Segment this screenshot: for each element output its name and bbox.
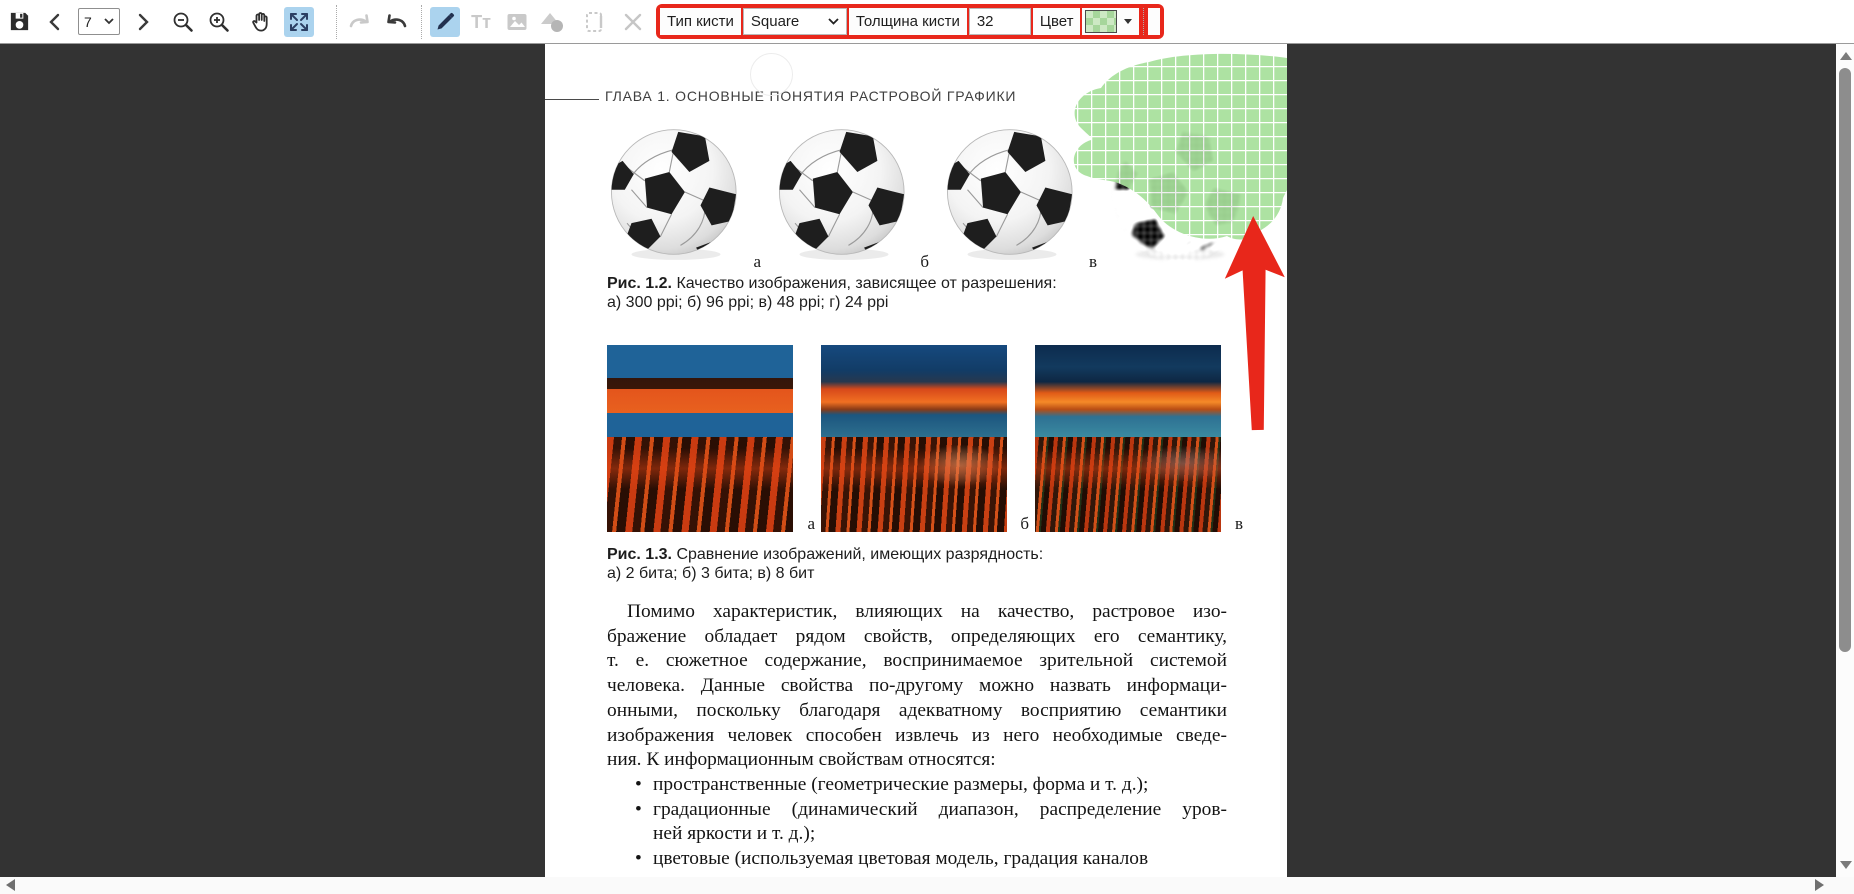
brush-color-control [1082,8,1139,35]
bullet-item [607,847,1227,872]
page-number-value: 7 [84,13,92,30]
fig-1-3-caption-details: а) 2 бита; б) 3 бита; в) 8 бит [607,565,815,582]
bullet-item [607,798,1227,847]
bullet-list [607,773,1227,872]
fig-1-2-image-b [775,118,943,274]
save-button[interactable] [4,7,34,37]
fig-1-2-caption-details: а) 300 ppi; б) 96 ppi; в) 48 ppi; г) 24 ppi [607,294,889,311]
text-line: • градационные (динамический диапазон, распределение уров- [653,798,1227,820]
undo-icon [383,11,409,33]
expand-arrows-icon [287,10,311,34]
landscape-image [821,345,1007,532]
landscape-image [1035,345,1221,532]
brush-width-label: Толщина кисти [849,8,967,35]
figure-item-label: а [753,252,761,271]
image-tool-button[interactable] [502,7,532,37]
text-line: онными, поскольку благодаря адекватному восприятию семантики [607,699,1227,721]
dashed-rectangle-icon [583,10,607,34]
zoom-in-button[interactable] [204,7,234,37]
undo-button[interactable] [381,7,411,37]
brush-type-value: Square [750,13,800,30]
brush-color-dropdown-button[interactable] [1119,10,1136,33]
brush-settings-highlight [656,4,1164,39]
figure-item-label: в [1234,514,1243,533]
image-icon [505,10,529,34]
vertical-scrollbar [1836,44,1854,877]
fig-1-2-caption-text: Качество изображения, зависящее от разрешения: [676,275,1057,292]
soccer-ball-image [607,118,745,266]
document-canvas [0,44,1836,877]
shapes-icon [540,10,566,34]
fig-1-3-caption-text: Сравнение изображений, имеющих разрядность: [676,546,1044,563]
zoom-in-icon [207,10,231,34]
brush-width-input[interactable] [977,13,1029,30]
horizontal-scrollbar [0,877,1854,894]
chapter-heading: ГЛАВА 1. ОСНОВНЫЕ ПОНЯТИЯ РАСТРОВОЙ ГРАФИКИ [605,88,1017,104]
text-line: ней яркости и т. д.); [653,823,816,845]
text-line: человека. Данные свойства по-другому можно назвать информаци- [607,675,1227,697]
text-tool-button[interactable] [466,7,496,37]
select-region-button[interactable] [580,7,610,37]
redo-button[interactable] [345,7,375,37]
text-line: бражение обладает рядом свойств, определяющих его семантику, [607,625,1227,647]
scroll-left-arrow[interactable] [6,879,15,891]
chevron-down-icon [828,18,839,25]
vertical-scrollbar-thumb[interactable] [1839,68,1851,652]
brush-color-swatch[interactable] [1085,10,1117,33]
page-number-select[interactable] [78,8,120,35]
close-annotation-button[interactable] [618,7,648,37]
soccer-ball-image [775,118,913,266]
fig-1-2-image-a [607,118,775,274]
brush-width-field [969,8,1031,35]
toolbar-spacer [1148,8,1160,35]
text-tool-icon: Tт [471,11,491,32]
toolbar-separator [336,5,337,39]
hand-icon [249,10,273,34]
collapse-toolbar-button[interactable] [750,53,793,96]
fig-1-3-image-b [821,345,1035,532]
toolbar-separator [1143,8,1144,35]
fit-screen-button[interactable] [284,7,314,37]
scroll-up-arrow[interactable] [1840,52,1852,60]
figure-item-label: б [1020,514,1029,533]
chevron-right-icon [135,13,151,31]
text-line: ния. К информационным свойствам относятся: [607,749,996,771]
chevron-up-icon [762,69,782,81]
brush-color-label: Цвет [1033,8,1081,35]
fig-1-3-image-a [607,345,821,532]
draw-tool-button[interactable] [430,7,460,37]
scroll-right-arrow[interactable] [1815,879,1824,891]
shapes-tool-button[interactable] [538,7,568,37]
text-line: изображения человек способен извлечь из него необходимые сведе- [607,724,1227,746]
bullet-item [607,773,1227,798]
landscape-image [607,345,793,532]
text-line: т. е. сюжетное содержание, воспринимаемое зрительной системой [607,650,1227,672]
zoom-out-button[interactable] [168,7,198,37]
pencil-icon [433,10,457,34]
text-line: • пространственные (геометрические размеры, форма и т. д.); [653,774,1149,795]
brush-type-select[interactable] [743,8,847,35]
scroll-down-arrow[interactable] [1840,861,1852,869]
brush-type-label: Тип кисти [660,8,741,35]
chevron-down-icon [104,18,114,25]
fig-1-3-image-c [1035,345,1249,532]
figure-item-label: в [1088,252,1097,271]
fig-1-3-images [607,345,1249,532]
pan-tool-button[interactable] [246,7,276,37]
heading-rule [545,99,599,100]
figure-item-label: б [920,252,929,271]
body-paragraph [607,600,1227,773]
save-icon [8,10,31,33]
fig-1-3-label: Рис. 1.3. [607,546,672,563]
toolbar [0,0,1854,44]
fig-1-3-caption [607,545,1043,583]
fig-1-2-label: Рис. 1.2. [607,275,672,292]
document-page [545,44,1287,877]
text-line: • цветовые (используемая цветовая модель, градация каналов [653,848,1149,870]
prev-page-button[interactable] [40,7,70,37]
next-page-button[interactable] [128,7,158,37]
chevron-left-icon [47,13,63,31]
close-x-icon [623,12,643,32]
redo-icon [347,11,373,33]
caret-down-icon [1124,19,1132,24]
fig-1-2-caption [607,274,1057,312]
text-line: Помимо характеристик, влияющих на качество, растровое изо- [627,601,1227,622]
soccer-ball-image [943,118,1081,266]
figure-item-label: а [807,514,815,533]
red-arrow-annotation [1219,215,1287,433]
toolbar-separator [421,5,422,39]
zoom-out-icon [171,10,195,34]
